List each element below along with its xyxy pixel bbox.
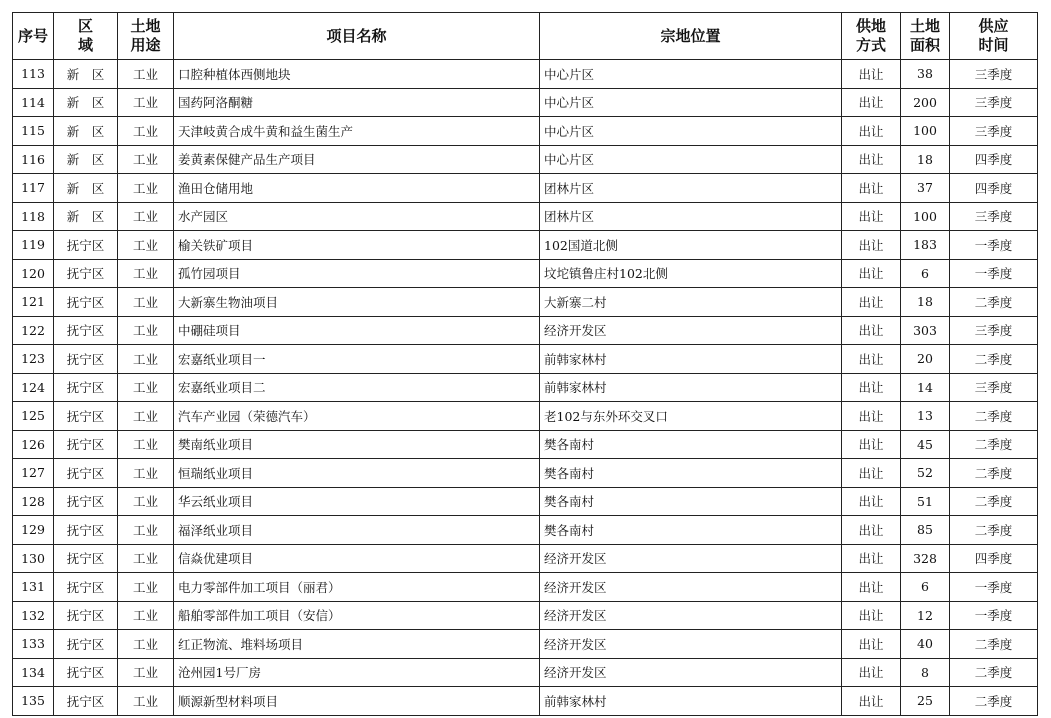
cell-project: 天津岐黄合成牛黄和益生菌生产 — [174, 117, 540, 146]
table-row — [13, 516, 1038, 545]
cell-project: 福泽纸业项目 — [174, 516, 540, 545]
table-row — [13, 630, 1038, 659]
cell-district: 抚宁区 — [54, 601, 118, 630]
cell-district: 新 区 — [54, 60, 118, 89]
cell-location: 团林片区 — [540, 202, 842, 231]
cell-supply-method: 出让 — [842, 630, 901, 659]
cell-supply-method: 出让 — [842, 459, 901, 488]
cell-area: 100 — [901, 117, 950, 146]
cell-supply-time: 三季度 — [950, 316, 1038, 345]
cell-district: 抚宁区 — [54, 402, 118, 431]
cell-seq: 119 — [13, 231, 54, 260]
cell-project: 孤竹园项目 — [174, 259, 540, 288]
header-supply-method: 供地 方式 — [842, 13, 901, 60]
cell-supply-time: 三季度 — [950, 88, 1038, 117]
cell-supply-time: 二季度 — [950, 658, 1038, 687]
cell-area: 14 — [901, 373, 950, 402]
table-row — [13, 345, 1038, 374]
header-row — [13, 13, 1038, 60]
cell-area: 6 — [901, 259, 950, 288]
cell-project: 大新寨生物油项目 — [174, 288, 540, 317]
cell-location: 老102与东外环交叉口 — [540, 402, 842, 431]
table-row — [13, 202, 1038, 231]
cell-project: 汽车产业园（荣德汽车） — [174, 402, 540, 431]
header-land-use: 土地 用途 — [118, 13, 174, 60]
cell-district: 抚宁区 — [54, 544, 118, 573]
cell-district: 新 区 — [54, 174, 118, 203]
cell-supply-time: 二季度 — [950, 288, 1038, 317]
header-supply-time: 供应 时间 — [950, 13, 1038, 60]
cell-area: 100 — [901, 202, 950, 231]
cell-seq: 127 — [13, 459, 54, 488]
cell-supply-time: 四季度 — [950, 174, 1038, 203]
cell-supply-time: 二季度 — [950, 430, 1038, 459]
cell-location: 中心片区 — [540, 88, 842, 117]
cell-land-use: 工业 — [118, 316, 174, 345]
cell-project: 船舶零部件加工项目（安信） — [174, 601, 540, 630]
cell-district: 抚宁区 — [54, 259, 118, 288]
cell-location: 团林片区 — [540, 174, 842, 203]
cell-land-use: 工业 — [118, 202, 174, 231]
cell-project: 榆关铁矿项目 — [174, 231, 540, 260]
table-row — [13, 687, 1038, 716]
cell-supply-method: 出让 — [842, 145, 901, 174]
cell-project: 口腔种植体西侧地块 — [174, 60, 540, 89]
cell-location: 经济开发区 — [540, 658, 842, 687]
cell-area: 18 — [901, 145, 950, 174]
cell-seq: 130 — [13, 544, 54, 573]
cell-supply-method: 出让 — [842, 316, 901, 345]
table-row — [13, 288, 1038, 317]
cell-supply-method: 出让 — [842, 430, 901, 459]
cell-area: 52 — [901, 459, 950, 488]
cell-supply-time: 二季度 — [950, 459, 1038, 488]
cell-supply-time: 一季度 — [950, 231, 1038, 260]
cell-area: 200 — [901, 88, 950, 117]
table-row — [13, 459, 1038, 488]
cell-location: 中心片区 — [540, 117, 842, 146]
cell-supply-time: 二季度 — [950, 345, 1038, 374]
cell-location: 前韩家林村 — [540, 345, 842, 374]
cell-supply-time: 三季度 — [950, 202, 1038, 231]
cell-seq: 118 — [13, 202, 54, 231]
cell-seq: 117 — [13, 174, 54, 203]
table-row — [13, 145, 1038, 174]
cell-supply-time: 一季度 — [950, 601, 1038, 630]
table-row — [13, 174, 1038, 203]
cell-area: 8 — [901, 658, 950, 687]
cell-supply-time: 三季度 — [950, 373, 1038, 402]
table-row — [13, 573, 1038, 602]
cell-supply-method: 出让 — [842, 202, 901, 231]
cell-supply-method: 出让 — [842, 117, 901, 146]
cell-area: 25 — [901, 687, 950, 716]
cell-seq: 121 — [13, 288, 54, 317]
cell-seq: 126 — [13, 430, 54, 459]
cell-supply-time: 三季度 — [950, 117, 1038, 146]
cell-supply-time: 二季度 — [950, 630, 1038, 659]
cell-area: 303 — [901, 316, 950, 345]
cell-land-use: 工业 — [118, 487, 174, 516]
cell-supply-method: 出让 — [842, 345, 901, 374]
cell-project: 宏嘉纸业项目二 — [174, 373, 540, 402]
cell-area: 85 — [901, 516, 950, 545]
table-row — [13, 487, 1038, 516]
cell-project: 恒瑞纸业项目 — [174, 459, 540, 488]
cell-land-use: 工业 — [118, 573, 174, 602]
cell-district: 抚宁区 — [54, 658, 118, 687]
cell-location: 樊各南村 — [540, 430, 842, 459]
cell-land-use: 工业 — [118, 459, 174, 488]
header-district: 区 域 — [54, 13, 118, 60]
cell-land-use: 工业 — [118, 345, 174, 374]
cell-project: 顺源新型材料项目 — [174, 687, 540, 716]
cell-land-use: 工业 — [118, 145, 174, 174]
cell-supply-method: 出让 — [842, 544, 901, 573]
cell-seq: 129 — [13, 516, 54, 545]
cell-land-use: 工业 — [118, 601, 174, 630]
cell-project: 姜黄素保健产品生产项目 — [174, 145, 540, 174]
cell-land-use: 工业 — [118, 402, 174, 431]
cell-location: 樊各南村 — [540, 487, 842, 516]
table-row — [13, 117, 1038, 146]
cell-district: 新 区 — [54, 117, 118, 146]
cell-land-use: 工业 — [118, 117, 174, 146]
cell-location: 中心片区 — [540, 145, 842, 174]
cell-location: 大新寨二村 — [540, 288, 842, 317]
table-row — [13, 658, 1038, 687]
cell-district: 新 区 — [54, 202, 118, 231]
cell-land-use: 工业 — [118, 60, 174, 89]
table-row — [13, 430, 1038, 459]
cell-project: 沧州园1号厂房 — [174, 658, 540, 687]
cell-location: 中心片区 — [540, 60, 842, 89]
cell-district: 抚宁区 — [54, 459, 118, 488]
cell-land-use: 工业 — [118, 687, 174, 716]
header-location: 宗地位置 — [540, 13, 842, 60]
cell-area: 40 — [901, 630, 950, 659]
cell-land-use: 工业 — [118, 288, 174, 317]
cell-district: 新 区 — [54, 145, 118, 174]
cell-project: 国药阿洛酮糖 — [174, 88, 540, 117]
cell-location: 经济开发区 — [540, 316, 842, 345]
cell-district: 抚宁区 — [54, 516, 118, 545]
header-area: 土地 面积 — [901, 13, 950, 60]
cell-location: 经济开发区 — [540, 630, 842, 659]
cell-seq: 124 — [13, 373, 54, 402]
cell-supply-method: 出让 — [842, 687, 901, 716]
cell-project: 樊南纸业项目 — [174, 430, 540, 459]
cell-location: 前韩家林村 — [540, 687, 842, 716]
cell-area: 45 — [901, 430, 950, 459]
cell-supply-method: 出让 — [842, 573, 901, 602]
cell-project: 中硼硅项目 — [174, 316, 540, 345]
cell-land-use: 工业 — [118, 259, 174, 288]
cell-land-use: 工业 — [118, 658, 174, 687]
header-seq: 序号 — [13, 13, 54, 60]
table-row — [13, 88, 1038, 117]
cell-land-use: 工业 — [118, 630, 174, 659]
cell-land-use: 工业 — [118, 174, 174, 203]
cell-seq: 132 — [13, 601, 54, 630]
cell-district: 抚宁区 — [54, 687, 118, 716]
cell-seq: 134 — [13, 658, 54, 687]
cell-project: 宏嘉纸业项目一 — [174, 345, 540, 374]
table-row — [13, 544, 1038, 573]
cell-area: 13 — [901, 402, 950, 431]
cell-supply-time: 二季度 — [950, 516, 1038, 545]
cell-supply-time: 三季度 — [950, 60, 1038, 89]
header-project: 项目名称 — [174, 13, 540, 60]
cell-seq: 135 — [13, 687, 54, 716]
cell-project: 水产园区 — [174, 202, 540, 231]
cell-location: 前韩家林村 — [540, 373, 842, 402]
cell-district: 抚宁区 — [54, 487, 118, 516]
cell-district: 抚宁区 — [54, 630, 118, 659]
cell-seq: 122 — [13, 316, 54, 345]
cell-land-use: 工业 — [118, 373, 174, 402]
table-row — [13, 316, 1038, 345]
table-row — [13, 60, 1038, 89]
cell-supply-time: 四季度 — [950, 145, 1038, 174]
cell-supply-time: 二季度 — [950, 402, 1038, 431]
cell-supply-method: 出让 — [842, 60, 901, 89]
cell-district: 抚宁区 — [54, 573, 118, 602]
cell-area: 6 — [901, 573, 950, 602]
cell-supply-time: 一季度 — [950, 259, 1038, 288]
cell-supply-method: 出让 — [842, 231, 901, 260]
cell-district: 抚宁区 — [54, 345, 118, 374]
cell-district: 抚宁区 — [54, 231, 118, 260]
cell-district: 抚宁区 — [54, 288, 118, 317]
cell-area: 37 — [901, 174, 950, 203]
cell-supply-time: 四季度 — [950, 544, 1038, 573]
cell-district: 新 区 — [54, 88, 118, 117]
cell-seq: 114 — [13, 88, 54, 117]
table-row — [13, 373, 1038, 402]
cell-location: 经济开发区 — [540, 601, 842, 630]
cell-supply-method: 出让 — [842, 658, 901, 687]
cell-district: 抚宁区 — [54, 373, 118, 402]
cell-land-use: 工业 — [118, 544, 174, 573]
cell-supply-time: 二季度 — [950, 487, 1038, 516]
cell-area: 328 — [901, 544, 950, 573]
cell-area: 183 — [901, 231, 950, 260]
cell-land-use: 工业 — [118, 88, 174, 117]
cell-seq: 125 — [13, 402, 54, 431]
cell-location: 经济开发区 — [540, 544, 842, 573]
cell-supply-method: 出让 — [842, 402, 901, 431]
cell-project: 红正物流、堆料场项目 — [174, 630, 540, 659]
table-row — [13, 231, 1038, 260]
cell-area: 18 — [901, 288, 950, 317]
cell-area: 38 — [901, 60, 950, 89]
cell-seq: 116 — [13, 145, 54, 174]
cell-project: 信焱优建项目 — [174, 544, 540, 573]
cell-district: 抚宁区 — [54, 316, 118, 345]
cell-land-use: 工业 — [118, 516, 174, 545]
cell-supply-method: 出让 — [842, 516, 901, 545]
table-row — [13, 601, 1038, 630]
cell-project: 华云纸业项目 — [174, 487, 540, 516]
cell-location: 经济开发区 — [540, 573, 842, 602]
cell-supply-time: 二季度 — [950, 687, 1038, 716]
cell-location: 樊各南村 — [540, 459, 842, 488]
cell-area: 20 — [901, 345, 950, 374]
table-row — [13, 259, 1038, 288]
cell-seq: 115 — [13, 117, 54, 146]
cell-location: 坟坨镇鲁庄村102北侧 — [540, 259, 842, 288]
cell-supply-method: 出让 — [842, 487, 901, 516]
cell-supply-method: 出让 — [842, 88, 901, 117]
cell-supply-method: 出让 — [842, 601, 901, 630]
cell-location: 102国道北侧 — [540, 231, 842, 260]
cell-supply-method: 出让 — [842, 174, 901, 203]
cell-supply-method: 出让 — [842, 288, 901, 317]
cell-location: 樊各南村 — [540, 516, 842, 545]
cell-project: 电力零部件加工项目（丽君） — [174, 573, 540, 602]
cell-area: 51 — [901, 487, 950, 516]
cell-seq: 131 — [13, 573, 54, 602]
cell-seq: 120 — [13, 259, 54, 288]
table-row — [13, 402, 1038, 431]
cell-supply-time: 一季度 — [950, 573, 1038, 602]
table-body — [13, 60, 1038, 716]
land-supply-table-wrapper — [12, 12, 1038, 716]
land-supply-table — [12, 12, 1038, 716]
cell-seq: 123 — [13, 345, 54, 374]
cell-supply-method: 出让 — [842, 373, 901, 402]
cell-district: 抚宁区 — [54, 430, 118, 459]
cell-seq: 113 — [13, 60, 54, 89]
cell-area: 12 — [901, 601, 950, 630]
cell-land-use: 工业 — [118, 430, 174, 459]
cell-seq: 128 — [13, 487, 54, 516]
cell-land-use: 工业 — [118, 231, 174, 260]
cell-seq: 133 — [13, 630, 54, 659]
cell-project: 渔田仓储用地 — [174, 174, 540, 203]
cell-supply-method: 出让 — [842, 259, 901, 288]
